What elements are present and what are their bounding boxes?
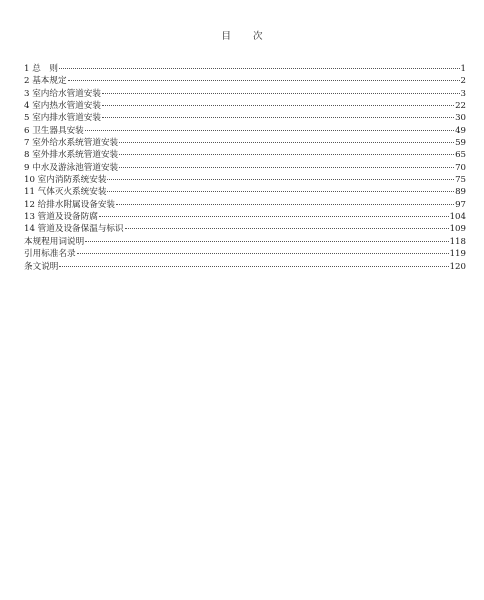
toc-entry[interactable] [24, 63, 466, 75]
dot-leader [107, 191, 454, 192]
toc-entry-label: 7 室外给水系统管道安装 [24, 138, 119, 149]
toc-entry[interactable] [24, 75, 466, 87]
toc-entry-page-number: 119 [449, 249, 466, 260]
table-of-contents [24, 63, 466, 273]
toc-entry[interactable] [24, 112, 466, 124]
toc-entry-label: 引用标准名录 [24, 249, 76, 260]
dot-leader [68, 80, 460, 81]
toc-entry[interactable] [24, 248, 466, 260]
toc-entry-label: 5 室内排水管道安装 [24, 113, 101, 124]
dot-leader [119, 142, 454, 143]
dot-leader [59, 68, 460, 69]
dot-leader [85, 241, 448, 242]
toc-entry[interactable] [24, 149, 466, 161]
toc-entry-page-number: 59 [455, 138, 466, 149]
toc-entry[interactable] [24, 174, 466, 186]
toc-entry-label: 4 室内热水管道安装 [24, 101, 101, 112]
toc-entry-page-number: 3 [460, 88, 466, 99]
toc-entry[interactable] [24, 162, 466, 174]
toc-title-right: 次 [253, 31, 263, 42]
toc-entry-page-number: 118 [449, 236, 466, 247]
toc-entry[interactable] [24, 211, 466, 223]
toc-entry-label: 1 总 则 [24, 64, 58, 74]
toc-entry-label: 14 管道及设备保温与标识 [24, 224, 124, 235]
toc-title-left: 目 [221, 31, 231, 42]
toc-title [0, 28, 484, 42]
dot-leader [102, 117, 454, 118]
toc-entry[interactable] [24, 137, 466, 149]
toc-entry[interactable] [24, 125, 466, 137]
dot-leader [119, 167, 454, 168]
toc-entry-page-number: 120 [449, 261, 466, 272]
toc-entry[interactable] [24, 100, 466, 112]
toc-entry-page-number: 97 [455, 199, 466, 210]
toc-entry[interactable] [24, 261, 466, 273]
toc-entry[interactable] [24, 186, 466, 198]
toc-entry-label: 12 给排水附属设备安装 [24, 199, 116, 210]
dot-leader [119, 154, 454, 155]
toc-entry-page-number: 30 [455, 113, 466, 124]
dot-leader [59, 266, 448, 267]
toc-entry-page-number: 65 [455, 150, 466, 161]
dot-leader [99, 216, 449, 217]
toc-entry-page-number: 2 [460, 76, 466, 87]
toc-entry-page-number: 75 [455, 175, 466, 186]
toc-entry-label: 8 室外排水系统管道安装 [24, 150, 119, 161]
toc-entry[interactable] [24, 236, 466, 248]
dot-leader [77, 253, 449, 254]
toc-entry-page-number: 89 [455, 187, 466, 198]
toc-entry-label: 6 卫生器具安装 [24, 125, 84, 136]
dot-leader [102, 105, 454, 106]
toc-entry-page-number: 109 [449, 224, 466, 235]
dot-leader [116, 204, 454, 205]
toc-entry-label: 10 室内消防系统安装 [24, 175, 107, 186]
toc-entry[interactable] [24, 88, 466, 100]
dot-leader [102, 93, 460, 94]
toc-entry-label: 2 基本规定 [24, 76, 67, 87]
toc-entry-label: 3 室内给水管道安装 [24, 88, 101, 99]
toc-entry-label: 条文说明 [24, 261, 59, 272]
toc-entry-label: 11 气体灭火系统安装 [24, 187, 107, 198]
dot-leader [107, 179, 454, 180]
toc-entry-page-number: 1 [460, 64, 466, 74]
toc-entry-page-number: 70 [455, 162, 466, 173]
toc-entry-label: 9 中水及游泳池管道安装 [24, 162, 119, 173]
toc-entry[interactable] [24, 223, 466, 235]
toc-entry-label: 本规程用词说明 [24, 236, 85, 247]
toc-entry-page-number: 104 [449, 212, 466, 223]
toc-entry-label: 13 管道及设备防腐 [24, 212, 98, 223]
dot-leader [125, 228, 449, 229]
dot-leader [85, 130, 454, 131]
toc-entry-page-number: 22 [455, 101, 466, 112]
toc-entry[interactable] [24, 199, 466, 211]
toc-entry-page-number: 49 [455, 125, 466, 136]
